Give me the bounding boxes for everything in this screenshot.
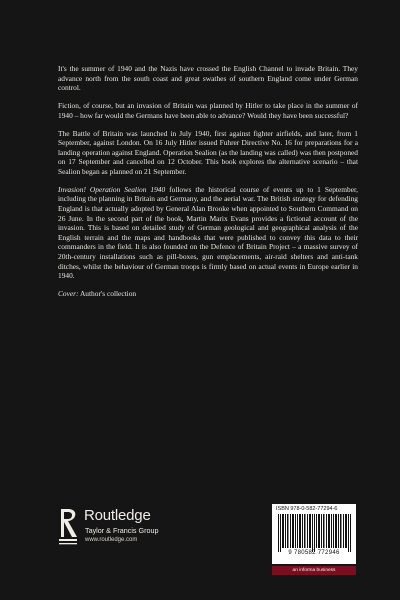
informa-band: an informa business	[272, 566, 356, 575]
barcode-bars-icon	[276, 514, 352, 552]
paragraph-2: Fiction, of course, but an invasion of Britain was planned by Hitler to take place in the summer of 1940 – how far would the Germans have been able to advance? Would they have been successful?	[58, 101, 358, 120]
routledge-mark-icon	[58, 507, 80, 547]
cover-credit	[58, 289, 358, 299]
barcode	[272, 504, 356, 564]
blurb	[58, 64, 358, 307]
isbn-label: ISBN 978-0-582-77294-6	[276, 506, 338, 512]
paragraph-4	[58, 185, 358, 281]
barcode-digits: 9 780582 772946	[288, 550, 340, 556]
cover-credit-text: Author's collection	[78, 289, 137, 299]
book-title: Invasion! Operation Sealion 1940	[58, 184, 166, 194]
publisher-logo	[58, 507, 218, 557]
publisher-name: Routledge	[84, 507, 151, 524]
cover-label: Cover:	[58, 289, 79, 299]
publisher-group: Taylor & Francis Group	[85, 526, 159, 535]
publisher-url: www.routledge.com	[85, 537, 138, 543]
paragraph-1: It's the summer of 1940 and the Nazis have crossed the English Channel to invade Britain. They advance north from the south coast and great swathes of southern England come under German control.	[58, 64, 358, 93]
paragraph-3: The Battle of Britain was launched in July 1940, first against fighter airfields, and later, from 1 September, against London. On 16 July Hitler issued Fuhrer Directive No. 16 for preparations for a landing operation against England. Operation Sealion (as the landing was called) was then postponed on 17 September and cancelled on 12 October. This book explores the alternative scenario – that Sealion began as planned on 21 September.	[58, 128, 358, 176]
paragraph-4-text: follows the historical course of events up to 1 September, including the planning in Britain and Germany, and the aerial war. The British strategy for defending England is that actually adopted by General Alan Brooke when appointed to Southern Command on 26 June. In the second part of the book, Martin Marix Evans provides a fictional account of the invasion. This is based on detailed study of German geological and geographical analysis of the English terrain and the maps and handbooks that were published to convey this data to their commanders in the field. It is also founded on the Defence of Britain Project – a massive survey of 20th-century installations such as pill-boxes, gun emplacements, air-raid shelters and anti-tank ditches, whilst the behaviour of German troops is firmly based on actual events in Europe earlier in 1940.	[58, 184, 358, 281]
